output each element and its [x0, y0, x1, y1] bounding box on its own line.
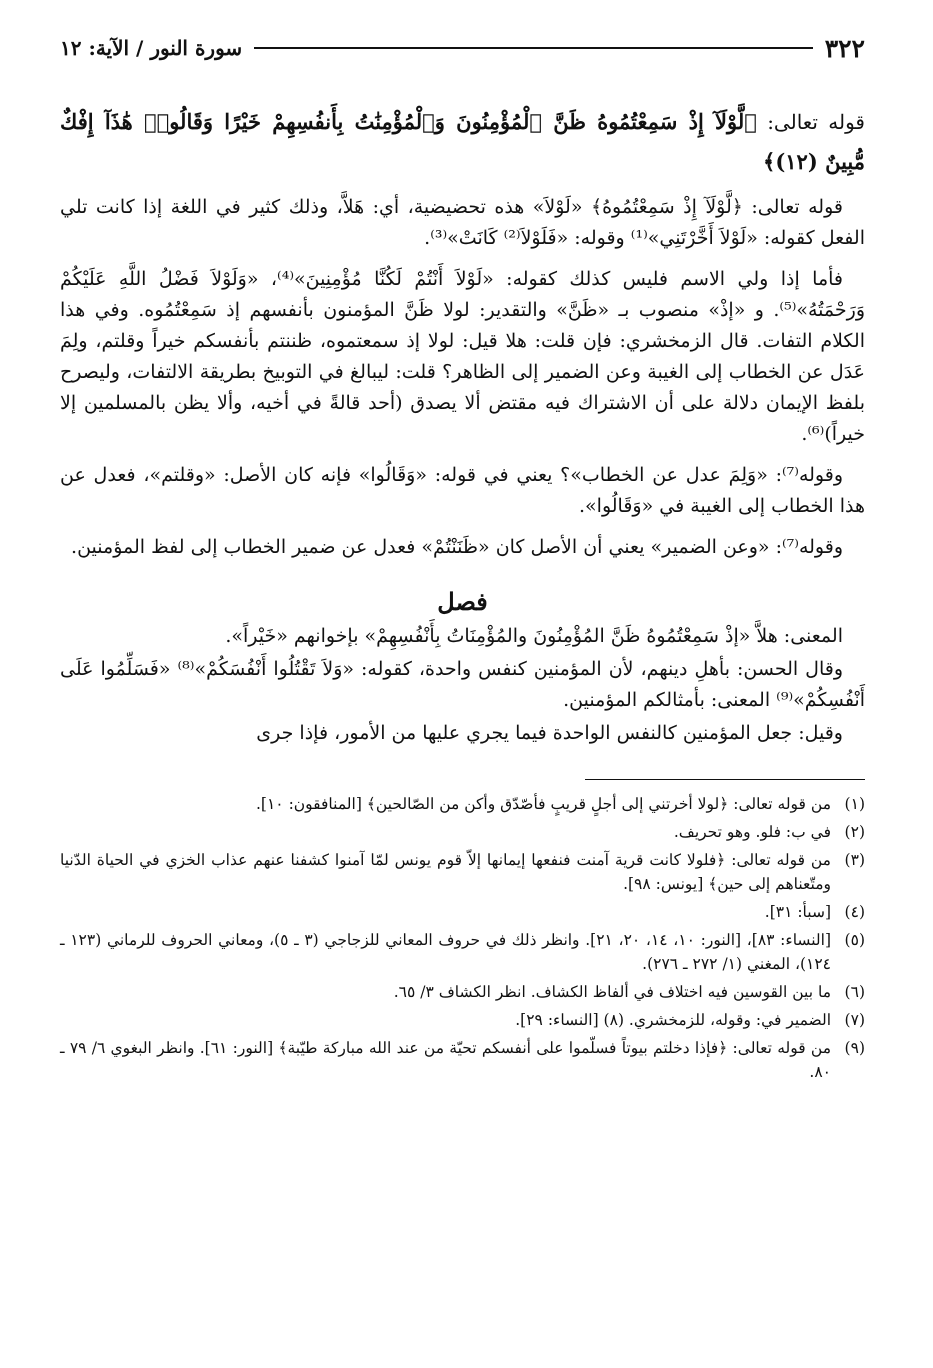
footnote: [60, 1036, 865, 1084]
section-paragraph-1: المعنى: هلاَّ «إذْ سَمِعْتُمُوهُ ظَنَّ المُؤْمِنُونَ والمُؤْمِنَاتُ بِأَنْفُسِهِمْ» بإخوانهم «خَيْراً».: [225, 625, 843, 647]
paragraph-2: فأما إذا ولي الاسم فليس كذلك كقوله: «لَوْلاَ أَنْتُمْ لَكُنَّا مُؤْمِنِينَ»⁽⁴⁾، «وَلَوْلاَ فَضْلُ اللَّهِ عَلَيْكُمْ وَرَحْمَتُهُ»⁽⁵⁾. و «إذْ» منصوب بـ «ظَنَّ» والتقدير: لولا ظَنَّ المؤمنون بأنفسهم إذ سَمِعْتُمُوه. وفي هذا الكلام التفات. قال الزمخشري: فإن قلت: هلا قيل: لولا إذ سمعتموه، ظننتم بأنفسكم خيراً وقلتم، ولِمَ عَدَل عن الخطاب إلى الغيبة وعن الضمير إلى الظاهر؟ قلت: ليبالغ في التوبيخ بطريقة الالتفات، وليصرح بلفظ الإيمان دلالة على أن الاشتراك فيه مقتض ألا يصدق (أحد قالةً في أخيه، وألا يظن بالمسلمين إلا خيراً)⁽⁶⁾.: [60, 268, 865, 445]
footnotes: [60, 792, 865, 1084]
footnote: [60, 848, 865, 896]
footnote-text: من قوله تعالى: ﴿فإذا دخلتم بيوتاً فسلّموا على أنفسكم تحيّة من عند الله مباركة طيّبة﴾ [النور: ٦١]. وانظر البغوي ٦/ ٧٩ ـ ٨٠.: [60, 1039, 832, 1081]
footnote-number: (٩): [844, 1039, 865, 1057]
page-number: ٣٢٢: [824, 33, 865, 63]
footnote: [60, 900, 865, 924]
footnote-number: (٤): [844, 903, 865, 921]
section-paragraph-3: وقيل: جعل المؤمنين كالنفس الواحدة فيما يجري عليها من الأمور، فإذا جرى: [256, 722, 843, 744]
footnote-number: (٧): [844, 1011, 865, 1029]
footnote-text: [النساء: ٨٣]، [النور: ١٠، ١٤، ٢٠، ٢١]. وانظر ذلك في حروف المعاني للزجاجي (٣ ـ ٥)، ومعاني الحروف للرماني (١٢٣ ـ ١٢٤)، المغني (١/ ٢٧٢ ـ ٢٧٦).: [60, 931, 832, 973]
header-rule: [254, 47, 813, 49]
paragraph-4: وقوله⁽⁷⁾: «وعن الضمير» يعني أن الأصل كان «ظَنَنْتُمْ» فعدل عن ضمير الخطاب إلى لفظ المؤمنين.: [71, 536, 843, 558]
verse-intro-label: قوله تعالى:: [767, 110, 865, 134]
footnote-text: من قوله تعالى: ﴿لولا أخرتني إلى أجلٍ قريبٍ فأصّدّق وأكن من الصّالحين﴾ [المنافقون: ١٠].: [256, 795, 831, 813]
footnote-number: (٢): [844, 823, 865, 841]
footnote-divider: [585, 779, 865, 780]
footnote: [60, 980, 865, 1004]
footnote: [60, 820, 865, 844]
running-header: [60, 28, 865, 68]
section-paragraph-2: وقال الحسن: بأهلِ دينهم، لأن المؤمنين كنفس واحدة، كقوله: «وَلاَ تَقْتُلُوا أَنْفُسَكُمْ»⁽⁸⁾ «فَسَلِّمُوا عَلَى أَنْفُسِكُمْ»⁽⁹⁾ المعنى: بأمثالكم المؤمنين.: [60, 658, 865, 711]
footnote-number: (٣): [844, 851, 865, 869]
footnote-text: [سبأ: ٣١].: [764, 903, 831, 921]
footnote: [60, 928, 865, 976]
header-title: سورة النور / الآية: ١٢: [60, 36, 243, 60]
verse-block: [60, 102, 865, 182]
footnote-text: ما بين القوسين فيه اختلاف في ألفاظ الكشاف. انظر الكشاف ٣/ ٦٥.: [393, 983, 831, 1001]
footnote-text: من قوله تعالى: ﴿فلولا كانت قرية آمنت فنفعها إيمانها إلاّ قوم يونس لمّا آمنوا كشفنا عنهم عذاب الخزي في الحياة الدّنيا ومتّعناهم إلى حين﴾ [يونس: ٩٨].: [60, 851, 831, 893]
footnote-number: (٦): [844, 983, 865, 1001]
footnote-text: في ب: فلو. وهو تحريف.: [673, 823, 831, 841]
paragraph-3: وقوله⁽⁷⁾: «وَلِمَ عدل عن الخطاب»؟ يعني في قوله: «وَقَالُوا» فإنه كان الأصل: «وقلتم»، فعدل عن هذا الخطاب إلى الغيبة في «وَقَالُوا».: [60, 464, 865, 517]
paragraph-1: قوله تعالى: ﴿لَّوْلَآ إِذْ سَمِعْتُمُوهُ﴾ «لَوْلاَ» هذه تحضيضية، أي: هَلاَّ، وذلك كثير في اللغة إذا كانت تلي الفعل كقوله: «لَوْلاَ أَخَّرْتَنِي»⁽¹⁾ وقوله: «فَلَوْلاَ⁽²⁾ كَانَتْ»⁽³⁾.: [60, 196, 865, 249]
footnote-number: (٥): [844, 931, 865, 949]
footnote-text: الضمير في: وقوله، للزمخشري. (٨) [النساء: ٢٩].: [515, 1011, 831, 1029]
footnote-number: (١): [844, 795, 865, 813]
book-page: [60, 28, 865, 1348]
footnote: [60, 1008, 865, 1032]
section-title: فصل: [437, 587, 488, 616]
footnote: [60, 792, 865, 816]
quran-verse: ﴿لَّوْلَآ إِذْ سَمِعْتُمُوهُ ظَنَّ ٱلْمُؤْمِنُونَ وَٱلْمُؤْمِنَٰتُ بِأَنفُسِهِمْ خَيْرًا وَقَالُوا۟ هَٰذَآ إِفْكٌ مُّبِينٌ (١٢)﴾: [60, 109, 865, 174]
